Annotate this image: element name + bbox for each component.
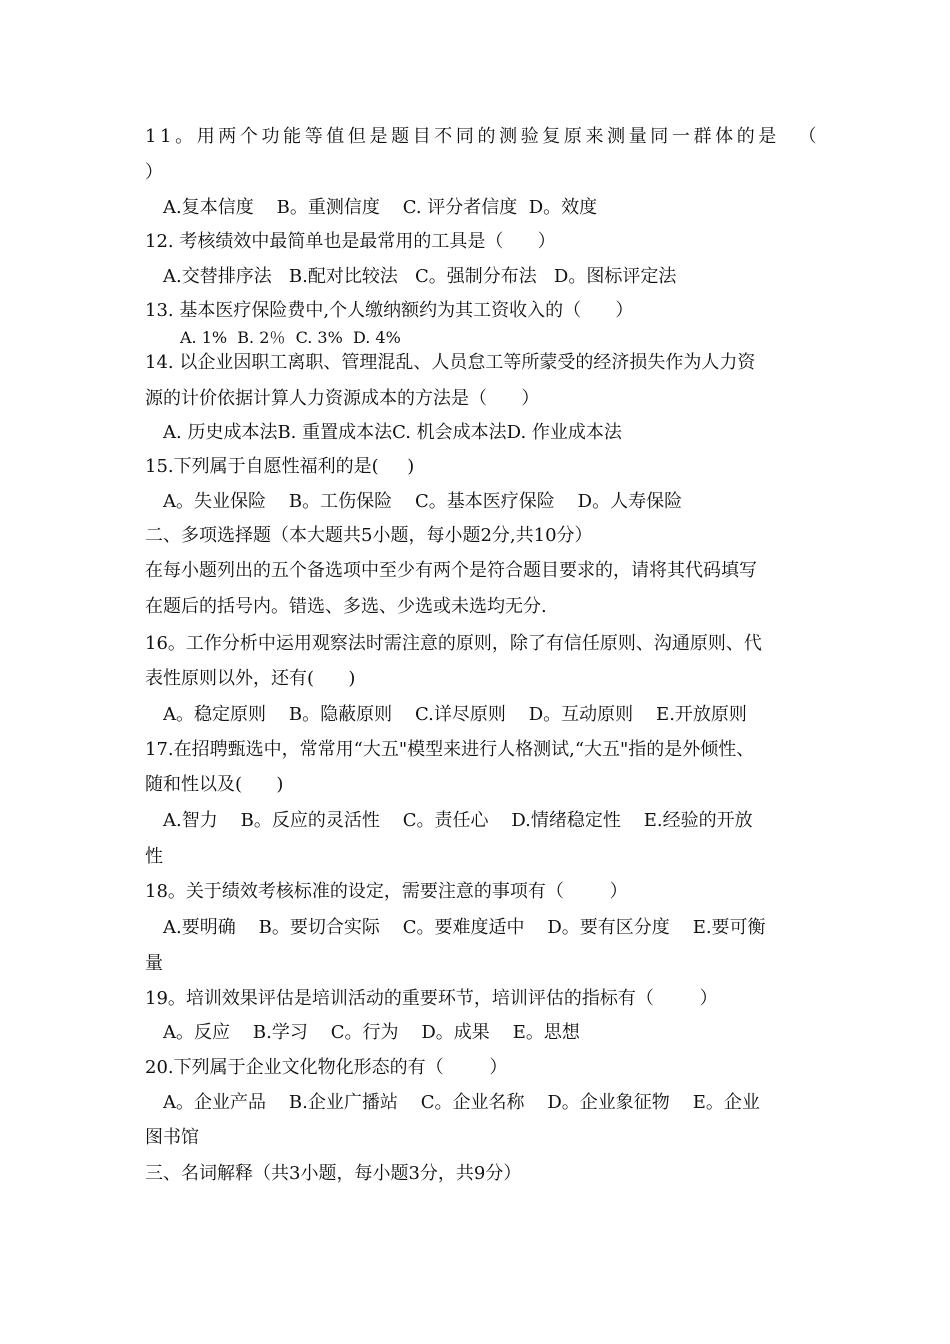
question-17-options: A.智力 B。反应的灵活性 C。责任心 D.情绪稳定性 E.经验的开放 [163,810,753,831]
question-12-stem: 12. 考核绩效中最简单也是最常用的工具是（ ） [145,231,556,252]
section-3-heading: 三、名词解释（共3小题，每小题3分，共9分） [145,1163,522,1184]
question-20-stem: 20.下列属于企业文化物化形态的有（ ） [145,1057,508,1078]
question-18-options: A.要明确 B。要切合实际 C。要难度适中 D。要有区分度 E.要可衡 [163,917,766,938]
question-16-stem: 16。工作分析中运用观察法时需注意的原则，除了有信任原则、沟通原则、代 [145,633,762,654]
question-17-stem: 17.在招聘甄选中，常常用“大五"模型来进行人格测试,“大五"指的是外倾性、 [145,739,755,760]
question-18-options-cont: 量 [145,953,163,974]
question-17-stem-cont: 随和性以及( ) [145,774,284,795]
question-14-stem-cont: 源的计价依据计算人力资源成本的方法是（ ） [145,388,540,409]
question-17-options-cont: 性 [145,846,163,867]
question-12-options: A.交替排序法 B.配对比较法 C。强制分布法 D。图标评定法 [163,266,677,287]
question-13-options: A. 1% B. 2％ C. 3% D. 4% [180,328,401,347]
question-11-stem: 11。用两个功能等值但是题目不同的测验复原来测量同一群体的是 （ [145,126,821,147]
question-20-options-cont: 图书馆 [145,1127,199,1148]
question-15-options: A。失业保险 B。工伤保险 C。基本医疗保险 D。人寿保险 [163,491,683,512]
question-20-options: A。企业产品 B.企业广播站 C。企业名称 D。企业象征物 E。企业 [163,1092,760,1113]
question-15-stem: 15.下列属于自愿性福利的是( ) [145,456,415,477]
question-16-options: A。稳定原则 B。隐蔽原则 C.详尽原则 D。互动原则 E.开放原则 [163,704,747,725]
question-13-stem: 13. 基本医疗保险费中,个人缴纳额约为其工资收入的（ ） [145,300,634,321]
question-11-stem-cont: ） [145,162,163,183]
question-16-stem-cont: 表性原则以外，还有( ) [145,668,356,689]
section-2-instructions: 在每小题列出的五个备选项中至少有两个是符合题目要求的，请将其代码填写 [145,560,757,581]
question-14-stem: 14. 以企业因职工离职、管理混乱、人员怠工等所蒙受的经济损失作为人力资 [145,352,756,373]
section-2-instructions-cont: 在题后的括号内。错选、多选、少选或未选均无分. [145,596,547,617]
question-14-options: A. 历史成本法B. 重置成本法C. 机会成本法D. 作业成本法 [163,422,622,443]
section-2-heading: 二、多项选择题（本大题共5小题，每小题2分,共10分） [145,525,593,546]
question-11-options: A.复本信度 B。重测信度 C. 评分者信度 D。效度 [163,197,598,218]
question-18-stem: 18。关于绩效考核标准的设定，需要注意的事项有（ ） [145,881,628,902]
question-19-options: A。反应 B.学习 C。行为 D。成果 E。思想 [163,1022,580,1043]
question-19-stem: 19。培训效果评估是培训活动的重要环节，培训评估的指标有（ ） [145,988,718,1009]
